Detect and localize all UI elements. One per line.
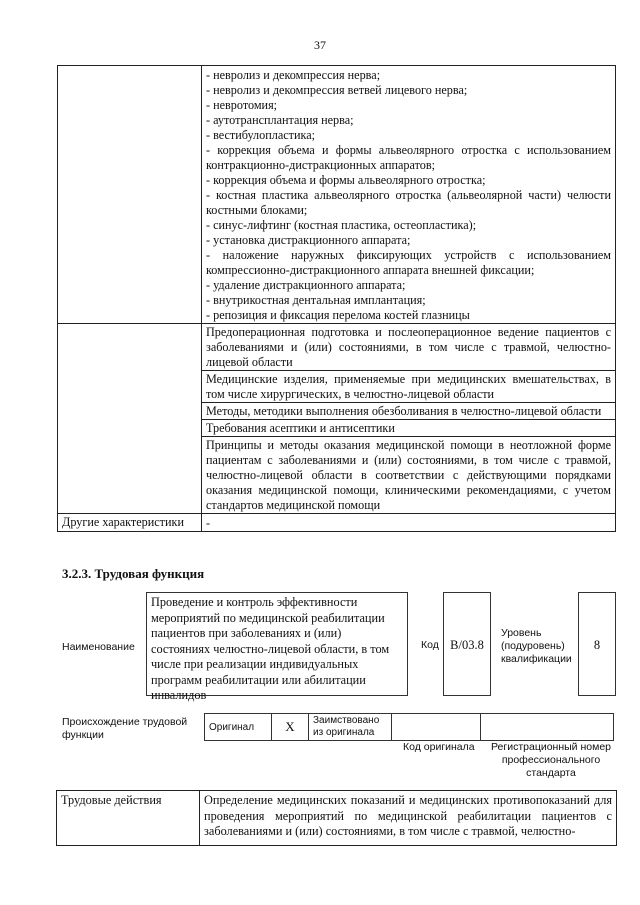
method-item: - коррекция объема и формы альвеолярного отростка с использованием контракционно-дистракционных аппаратов; <box>206 143 611 172</box>
reg-number-label: Регистрационный номер профессионального стандарта <box>491 741 611 779</box>
method-item: - установка дистракционного аппарата; <box>206 233 411 247</box>
knowledge-asepsis: Требования асептики и антисептики <box>202 420 616 437</box>
code-original-label: Код оригинала <box>403 741 475 753</box>
method-item: - невротомия; <box>206 98 278 112</box>
methods-list-cell <box>202 66 616 324</box>
empty-label-cell <box>58 324 202 514</box>
method-item: - наложение наружных фиксирующих устройств с использованием компрессионно-дистракционного аппарата внешней фиксации; <box>206 248 611 277</box>
method-item: - удаление дистракционного аппарата; <box>206 278 406 292</box>
section-heading: 3.2.3. Трудовая функция <box>62 566 205 581</box>
knowledge-anesthesia: Методы, методики выполнения обезболивания в челюстно-лицевой области <box>202 403 616 420</box>
knowledge-emergency: Принципы и методы оказания медицинской помощи в неотложной форме пациентам с заболеваниями и (или) состояниями, в том числе с травмой, челюстно-лицевой области в соответствии с действующими порядками оказания медицинской помощи, клиническими рекомендациями, с учетом стандартов медицинской помощи <box>202 437 616 514</box>
knowledge-devices: Медицинские изделия, применяемые при медицинских вмешательствах, в том числе хирургических, в челюстно-лицевой области <box>202 371 616 403</box>
method-item: - внутрикостная дентальная имплантация; <box>206 293 426 307</box>
knowledge-preop: Предоперационная подготовка и послеоперационное ведение пациентов с заболеваниями и (или) состояниями, в том числе с травмой, челюстно-лицевой области <box>202 324 616 371</box>
level-label: Уровень (подуровень) квалификации <box>501 627 572 665</box>
borrowed-cell: Заимствовано из оригинала <box>309 714 392 741</box>
method-item: - невролиз и декомпрессия ветвей лицевого нерва; <box>206 83 468 97</box>
code-label: Код <box>421 639 439 651</box>
code-original-cell <box>392 714 481 741</box>
labor-actions-text: Определение медицинских показаний и медицинских противопоказаний для проведения мероприятий по медицинской реабилитации пациентов с заболеваниями и (или) состояниями, в том числе с травмой, челюстно- <box>200 791 617 846</box>
reg-number-cell <box>481 714 614 741</box>
method-item: - костная пластика альвеолярного отростка (альвеолярной части) челюсти костными блоками; <box>206 188 611 217</box>
original-cell: Оригинал <box>205 714 272 741</box>
name-label: Наименование <box>62 641 135 653</box>
competency-table <box>57 65 616 532</box>
method-item: - аутотрансплантация нерва; <box>206 113 354 127</box>
method-item: - невролиз и декомпрессия нерва; <box>206 68 381 82</box>
page-number: 37 <box>314 38 326 52</box>
method-item: - вестибулопластика; <box>206 128 316 142</box>
origin-table <box>204 713 614 741</box>
origin-label: Происхождение трудовой функции <box>62 716 188 741</box>
empty-label-cell <box>58 66 202 324</box>
other-characteristics-label: Другие характеристики <box>58 514 202 532</box>
function-name-box: Проведение и контроль эффективности мероприятий по медицинской реабилитации пациентов при заболеваниях и (или) состояниях челюстно-лицевой области, в том числе при реализации индивидуальных программ реабилитации или абилитации инвалидов <box>146 592 408 696</box>
method-item: - синус-лифтинг (костная пластика, остеопластика); <box>206 218 477 232</box>
method-item: - коррекция объема и формы альвеолярного отростка; <box>206 173 486 187</box>
original-mark: X <box>272 714 309 741</box>
labor-actions-table <box>56 790 617 846</box>
other-characteristics-value: - <box>202 514 616 532</box>
labor-actions-label: Трудовые действия <box>57 791 200 846</box>
level-value-box: 8 <box>578 592 616 696</box>
method-item: - репозиция и фиксация перелома костей глазницы <box>206 308 470 322</box>
code-value-box: B/03.8 <box>443 592 491 696</box>
